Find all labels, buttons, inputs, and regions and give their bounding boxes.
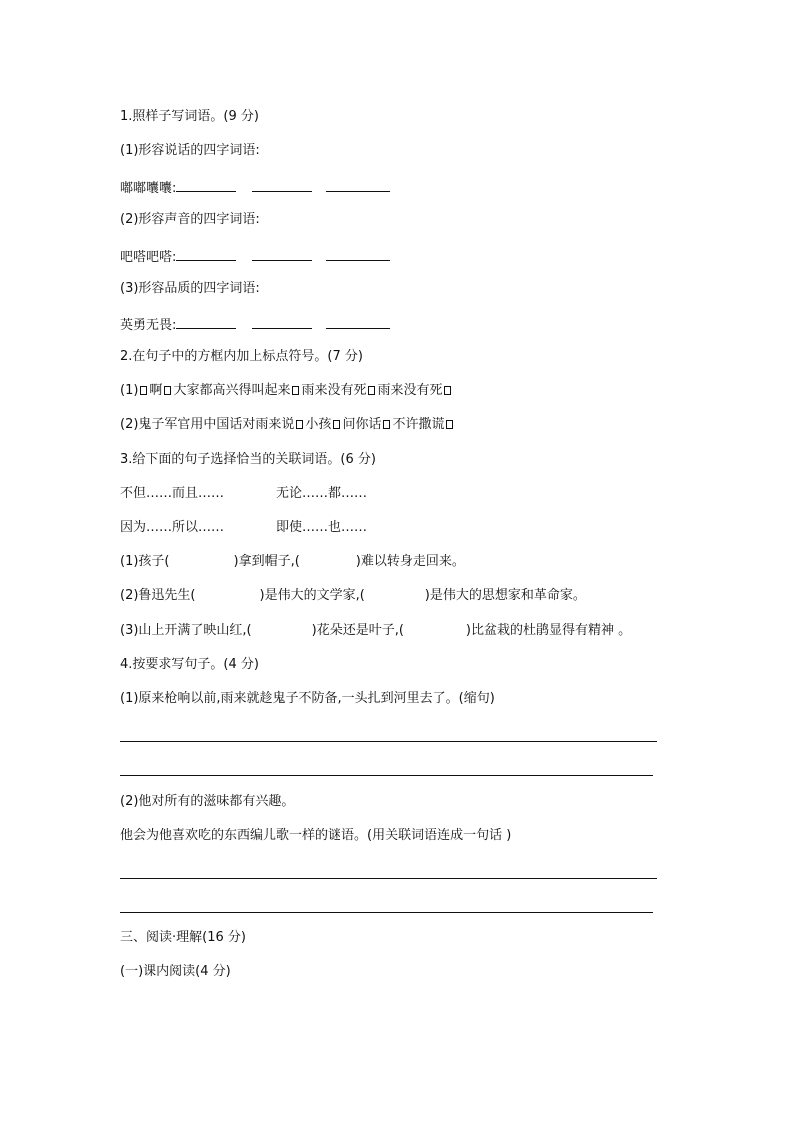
section3-title: 三、阅读·理解(16 分) [120,930,246,945]
q1-item2-prompt: (2)形容声音的四字词语: [120,212,260,227]
q2-s1-part: 雨来没有死 [377,383,443,398]
q3-sentence3 [120,622,631,640]
answer-blank[interactable] [326,314,390,329]
punct-box[interactable] [368,386,375,395]
punct-box[interactable] [296,420,303,429]
q2-s1-part: 雨来没有死 [301,383,367,398]
answer-blank[interactable] [252,314,312,329]
answer-line[interactable] [120,741,657,742]
q3-option: 无论……都…… [276,486,368,501]
q3-s2-part: )是伟大的思想家和革命家。 [424,588,586,603]
q3-s1-part: (1)孩子( [120,554,170,569]
q4-sentence1: (1)原来枪响以前,雨来就趁鬼子不防备,一头扎到河里去了。(缩句) [120,691,495,706]
q3-option: 即使……也…… [276,520,368,535]
q3-s2-part: )是伟大的文学家,( [259,588,365,603]
q1-item3-example: 英勇无畏: [120,318,177,333]
q2-s2-part: 不许撒谎 [392,417,445,432]
section3-sub: (一)课内阅读(4 分) [120,964,231,979]
q1-item3-row [120,314,390,335]
q2-s1-part: (1) [120,383,139,398]
q3-s1-part: )拿到帽子,( [233,554,300,569]
punct-box[interactable] [444,386,451,395]
answer-blank[interactable] [252,246,312,261]
q3-s3-part: )花朵还是叶子,( [311,623,404,638]
q3-option: 不但……而且…… [120,486,225,501]
q3-sentence2 [120,587,586,605]
q3-s3-part: (3)山上开满了映山红,( [120,623,252,638]
q3-title: 3.给下面的句子选择恰当的关联词语。(6 分) [120,452,376,467]
punct-box[interactable] [140,386,147,395]
q3-s1-part: )难以转身走回来。 [355,554,465,569]
q2-s1-part: 大家都高兴得叫起来 [173,383,291,398]
q3-options-row1 [120,485,367,503]
answer-blank[interactable] [326,246,390,261]
q1-item1-prompt: (1)形容说话的四字词语: [120,143,260,158]
q1-item2-example: 吧嗒吧嗒: [120,250,177,265]
q2-sentence1 [120,382,453,400]
punct-box[interactable] [292,386,299,395]
answer-blank[interactable] [326,177,390,192]
q3-s3-part: )比盆栽的杜鹃显得有精神 。 [465,623,632,638]
answer-line[interactable] [120,775,653,776]
q1-item1-example: 嘟嘟囔囔: [120,181,177,196]
answer-line[interactable] [120,912,653,913]
answer-blank[interactable] [176,246,236,261]
q2-sentence2 [120,416,455,434]
punct-box[interactable] [333,420,340,429]
q1-item2-row [120,246,390,267]
answer-blank[interactable] [176,314,236,329]
punct-box[interactable] [446,420,453,429]
q2-title: 2.在句子中的方框内加上标点符号。(7 分) [120,349,363,364]
q2-s1-part: 啊 [149,383,163,398]
q3-option: 因为……所以…… [120,520,225,535]
q3-sentence1 [120,553,465,571]
q1-item1-row [120,177,390,198]
punct-box[interactable] [383,420,390,429]
q1-item3-prompt: (3)形容品质的四字词语: [120,281,260,296]
q2-s2-part: 问你话 [342,417,382,432]
q3-s2-part: (2)鲁迅先生( [120,588,196,603]
q4-sentence2a: (2)他对所有的滋味都有兴趣。 [120,794,295,809]
punct-box[interactable] [164,386,171,395]
q3-options-row2 [120,519,367,537]
q4-sentence2b: 他会为他喜欢吃的东西编儿歌一样的谜语。(用关联词语连成一句话 ) [120,828,512,843]
q4-title: 4.按要求写句子。(4 分) [120,657,259,672]
q2-s2-part: 小孩 [305,417,332,432]
answer-blank[interactable] [252,177,312,192]
answer-blank[interactable] [176,177,236,192]
q2-s2-part: (2)鬼子军官用中国话对雨来说 [120,417,295,432]
q1-title: 1.照样子写词语。(9 分) [120,109,259,124]
answer-line[interactable] [120,878,657,879]
